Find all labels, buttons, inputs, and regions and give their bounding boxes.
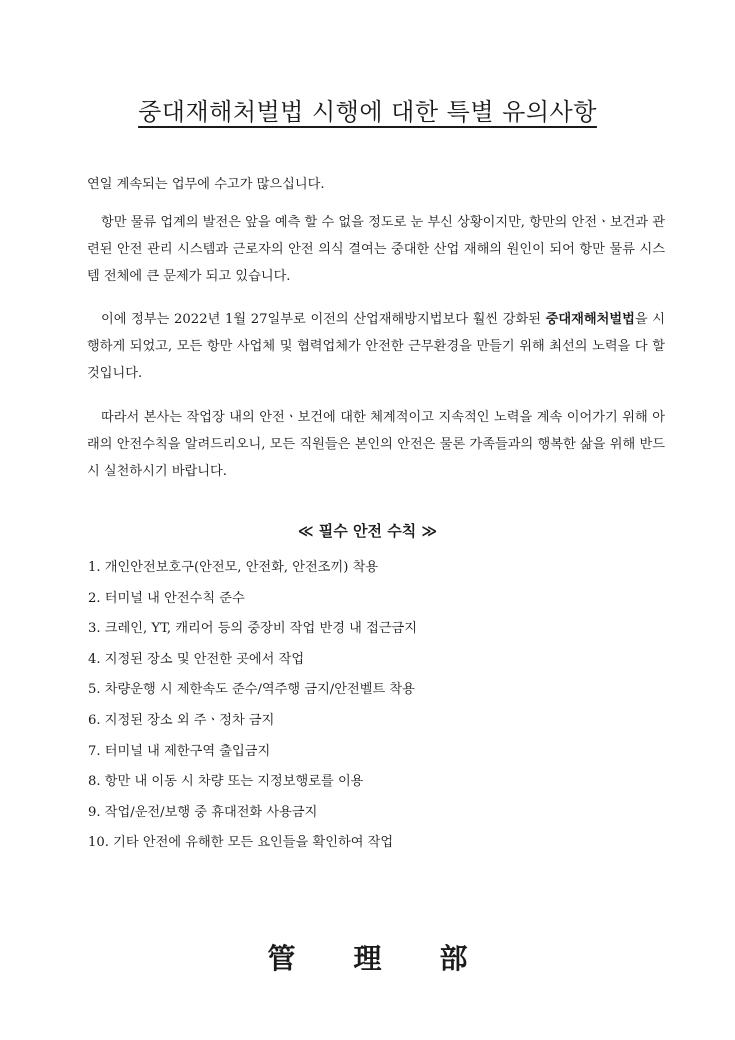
rule-item: 4. 지정된 장소 및 안전한 곳에서 작업	[88, 651, 305, 667]
paragraph-1: 항만 물류 업계의 발전은 앞을 예측 할 수 없을 정도로 눈 부신 상황이지만, 항만의 안전ㆍ보건과 관련된 안전 관리 시스템과 근로자의 안전 의식 결여는 중대한 산업 재해의 원인이 되어 항만 물류 시스템 전체에 큰 문제가 되고 있습니다.	[87, 215, 665, 284]
rule-item: 9. 작업/운전/보행 중 휴대전화 사용금지	[88, 804, 318, 820]
department-signature: 管理部	[267, 942, 526, 975]
document-title: 중대재해처벌법 시행에 대한 특별 유의사항	[138, 98, 597, 126]
greeting-text: 연일 계속되는 업무에 수고가 많으십니다.	[87, 177, 325, 192]
rule-item: 6. 지정된 장소 외 주ㆍ정차 금지	[88, 712, 275, 728]
rule-item: 10. 기타 안전에 유해한 모든 요인들을 확인하여 작업	[88, 835, 394, 851]
rule-item: 2. 터미널 내 안전수칙 준수	[88, 590, 245, 606]
rules-heading: ≪ 필수 안전 수칙 ≫	[297, 522, 438, 540]
safety-rules-list	[88, 553, 417, 859]
paragraph-2-after: 을 시행하게 되었고, 모든 항만 사업체 및 협력업체가 안전한 근무환경을 만들기 위해 최선의 노력을 다 할 것입니다.	[87, 312, 666, 381]
rule-item: 5. 차량운행 시 제한속도 준수/역주행 금지/안전벨트 착용	[88, 682, 415, 698]
law-name-bold: 중대재해처벌법	[545, 312, 635, 327]
rule-item: 3. 크레인, YT, 캐리어 등의 중장비 작업 반경 내 접근금지	[88, 621, 418, 637]
paragraph-2	[87, 306, 665, 387]
rule-item: 1. 개인안전보호구(안전모, 안전화, 안전조끼) 착용	[88, 560, 379, 575]
rule-item: 8. 항만 내 이동 시 차량 또는 지정보행로를 이용	[88, 774, 364, 790]
rule-item: 7. 터미널 내 제한구역 출입금지	[88, 743, 271, 759]
paragraph-3: 따라서 본사는 작업장 내의 안전ㆍ보건에 대한 체계적이고 지속적인 노력을 계속 이어가기 위해 아래의 안전수칙을 알려드리오니, 모든 직원들은 본인의 안전은 물론 가족들과의 행복한 삶을 위해 반드시 실천하시기 바랍니다.	[87, 410, 665, 479]
paragraph-2-before: 이에 정부는 2022년 1월 27일부로 이전의 산업재해방지법보다 훨씬 강화된	[101, 312, 546, 327]
